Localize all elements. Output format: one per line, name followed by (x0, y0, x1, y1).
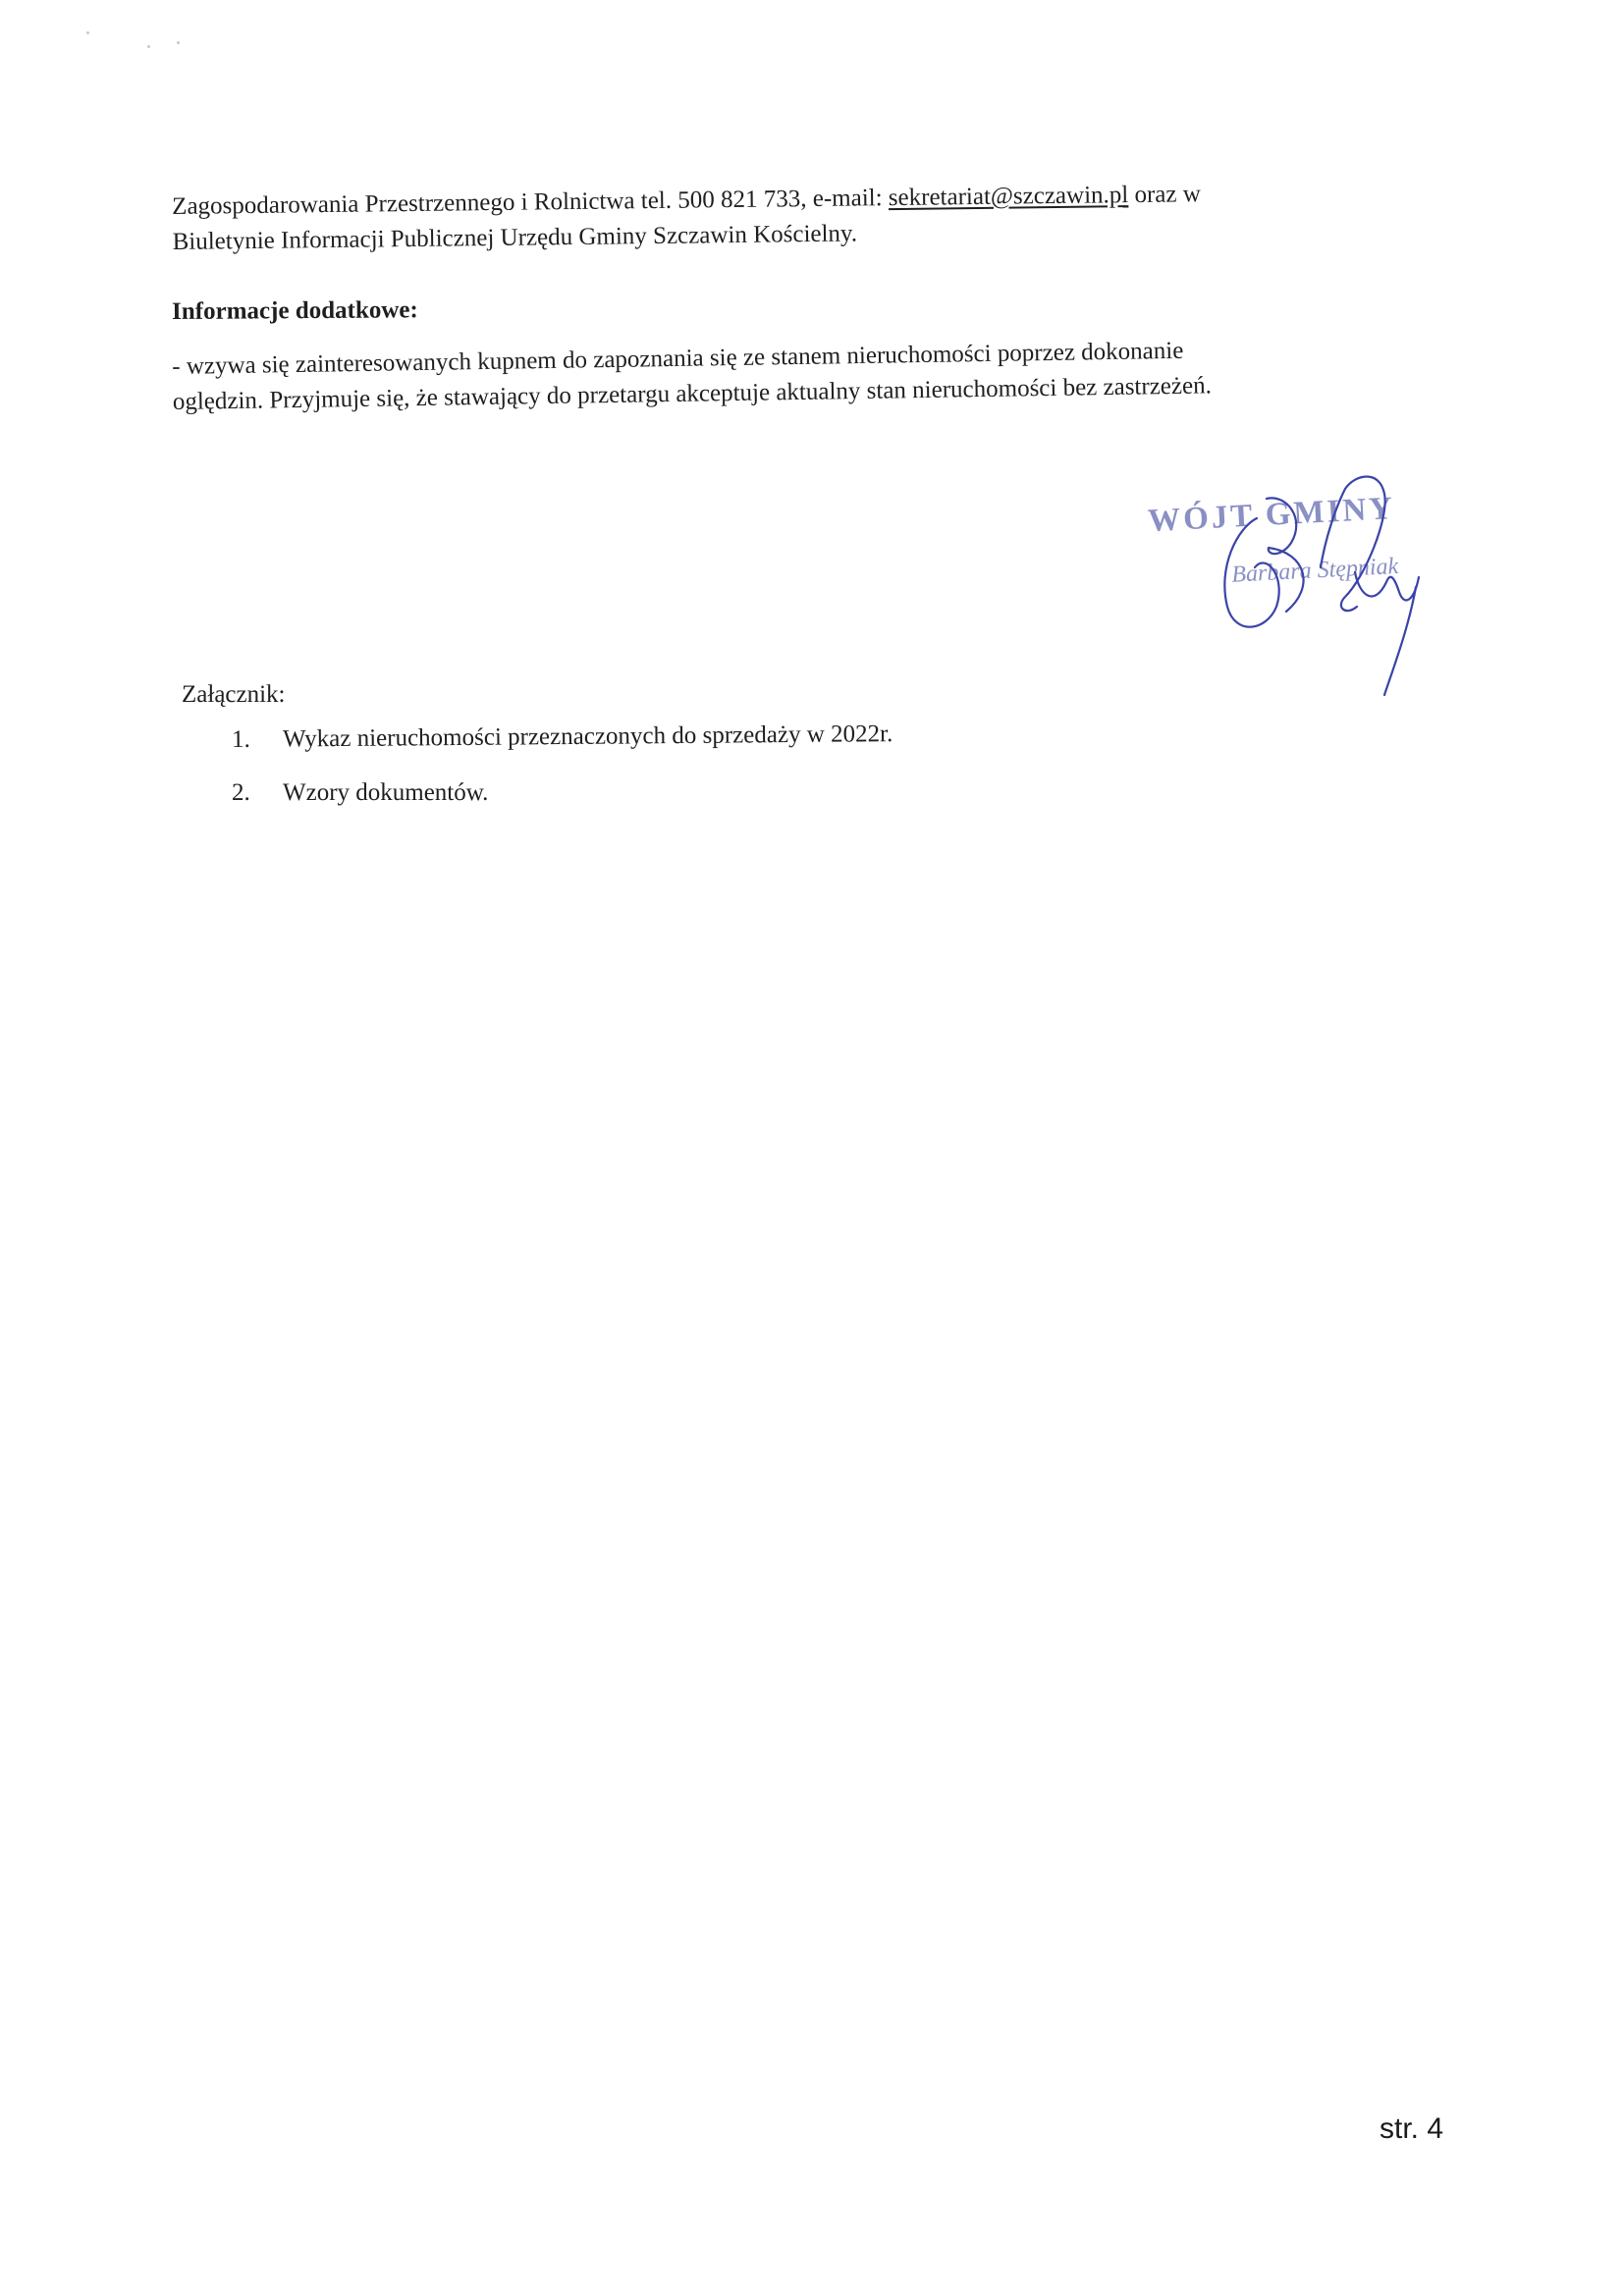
info-line-1: - wzywa się zainteresowanych kupnem do zapoznania się ze stanem nieruchomości poprzez dokonanie (172, 337, 1184, 380)
list-item (232, 721, 893, 779)
list-item-text: Wzory dokumentów. (283, 779, 489, 806)
contact-text: Zagospodarowania Przestrzennego i Rolnictwa tel. 500 821 733, e-mail: (172, 185, 889, 220)
scan-speck (147, 45, 150, 48)
list-item-number: 2. (232, 779, 250, 806)
page-number: str. 4 (1380, 2112, 1444, 2145)
list-item (232, 779, 893, 832)
scan-speck (177, 41, 180, 44)
contact-text-end: oraz w (1128, 181, 1201, 209)
stamp-name: Barbara Stępniak (1230, 553, 1399, 588)
scan-speck (86, 31, 89, 34)
email-link[interactable]: sekretariat@szczawin.pl (888, 182, 1129, 212)
attachment-list (232, 721, 893, 832)
info-line-2: oględzin. Przyjmuje się, że stawający do przetargu akceptuje aktualny stan nieruchomości bez zastrzeżeń. (172, 372, 1213, 415)
info-paragraph (172, 331, 1361, 420)
handwritten-signature (1198, 459, 1424, 705)
stamp-title: WÓJT GMINY (1147, 490, 1396, 540)
contact-text-line2: Biuletynie Informacji Publicznej Urzędu Gminy Szczawin Kościelny. (172, 220, 858, 255)
list-item-number: 1. (232, 725, 250, 753)
section-heading: Informacje dodatkowe: (172, 296, 418, 325)
attachment-label: Załącznik: (182, 681, 286, 708)
contact-paragraph (172, 175, 1351, 260)
list-item-text: Wykaz nieruchomości przeznaczonych do sprzedaży w 2022r. (282, 721, 893, 753)
